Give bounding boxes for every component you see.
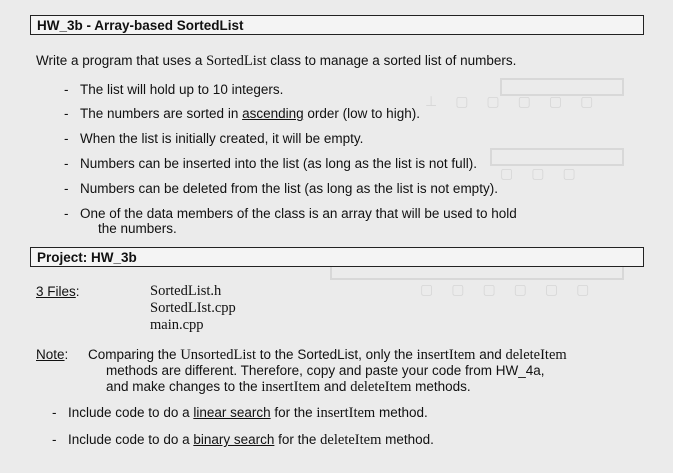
include-text: for the (274, 432, 321, 447)
intro-text (36, 53, 516, 69)
files-label-colon: : (75, 284, 80, 299)
bullet-capacity: The list will hold up to 10 integers. (80, 82, 284, 97)
bullet-dash: - (64, 106, 69, 121)
note-method-delete: deleteItem (350, 379, 412, 395)
files-label-text: 3 Files (36, 284, 76, 299)
bullet-dash: - (52, 432, 57, 447)
note-label-text: Note (36, 347, 65, 362)
note-text: SortedList (297, 347, 359, 362)
note-label (36, 347, 68, 362)
binary-search-term: binary search (193, 432, 275, 447)
note-method-insert: insertItem (261, 379, 321, 395)
bullet-dash: - (64, 131, 69, 146)
note-class-unsorted: UnsortedList (180, 347, 257, 363)
note-line-3 (106, 379, 471, 395)
bullet-dash: - (64, 181, 69, 196)
bleed-through-text: ⊥▢▢▢▢▢ (425, 95, 612, 110)
bullet-dash: - (52, 405, 57, 420)
intro-before: Write a program that uses a (36, 53, 207, 68)
files-label (36, 284, 80, 299)
note-text: to the (256, 347, 298, 362)
bleed-through-text: ▢▢▢▢▢▢ (420, 283, 608, 298)
include-text: method. (375, 405, 428, 420)
note-text: methods. (411, 379, 471, 394)
bullet-array-member-line2: the numbers. (98, 221, 177, 236)
note-line-1 (88, 347, 567, 363)
include-binary-search (68, 432, 434, 448)
bleed-through-text: ▢▢▢ (500, 167, 594, 182)
bullet-sort-order (80, 106, 420, 121)
bullet-dash: - (64, 206, 69, 221)
include-method-insert: insertItem (316, 405, 376, 421)
note-text: and make changes to the (106, 379, 262, 394)
linear-search-term: linear search (193, 405, 271, 420)
include-text: method. (381, 432, 434, 447)
intro-class-name: SortedList (206, 53, 267, 69)
file-main-cpp: main.cpp (150, 317, 204, 333)
note-text: Comparing the (88, 347, 181, 362)
note-label-colon: : (64, 347, 69, 362)
note-method-delete: deleteItem (505, 347, 567, 363)
sorted-before: The numbers are sorted in (80, 106, 243, 121)
bullet-delete: Numbers can be deleted from the list (as long as the list is not empty). (80, 181, 498, 196)
include-text: for the (270, 405, 317, 420)
include-method-delete: deleteItem (320, 432, 382, 448)
project-header-title: Project: HW_3b (30, 247, 644, 267)
note-text: , only the (358, 347, 417, 362)
sorted-ascending: ascending (242, 106, 304, 121)
include-linear-search (68, 405, 428, 421)
note-text: and (320, 379, 351, 394)
bullet-dash: - (64, 82, 69, 97)
file-sortedlist-cpp: SortedLIst.cpp (150, 300, 236, 316)
intro-after: class to manage a sorted list of numbers. (266, 53, 517, 68)
note-text: and (475, 347, 506, 362)
include-text: Include code to do a (68, 405, 194, 420)
sorted-after: order (low to high). (303, 106, 420, 121)
file-sortedlist-h: SortedList.h (150, 283, 222, 299)
note-line-2: methods are different. Therefore, copy and paste your code from HW_4a, (106, 363, 545, 378)
bleed-through-box (490, 148, 624, 166)
bullet-dash: - (64, 156, 69, 171)
note-method-insert: insertItem (416, 347, 476, 363)
include-text: Include code to do a (68, 432, 194, 447)
bullet-initially-empty: When the list is initially created, it will be empty. (80, 131, 364, 146)
bullet-insert: Numbers can be inserted into the list (as long as the list is not full). (80, 156, 477, 171)
section-header-title: HW_3b - Array-based SortedList (30, 15, 644, 35)
bullet-array-member-line1: One of the data members of the class is an array that will be used to hold (80, 206, 517, 221)
